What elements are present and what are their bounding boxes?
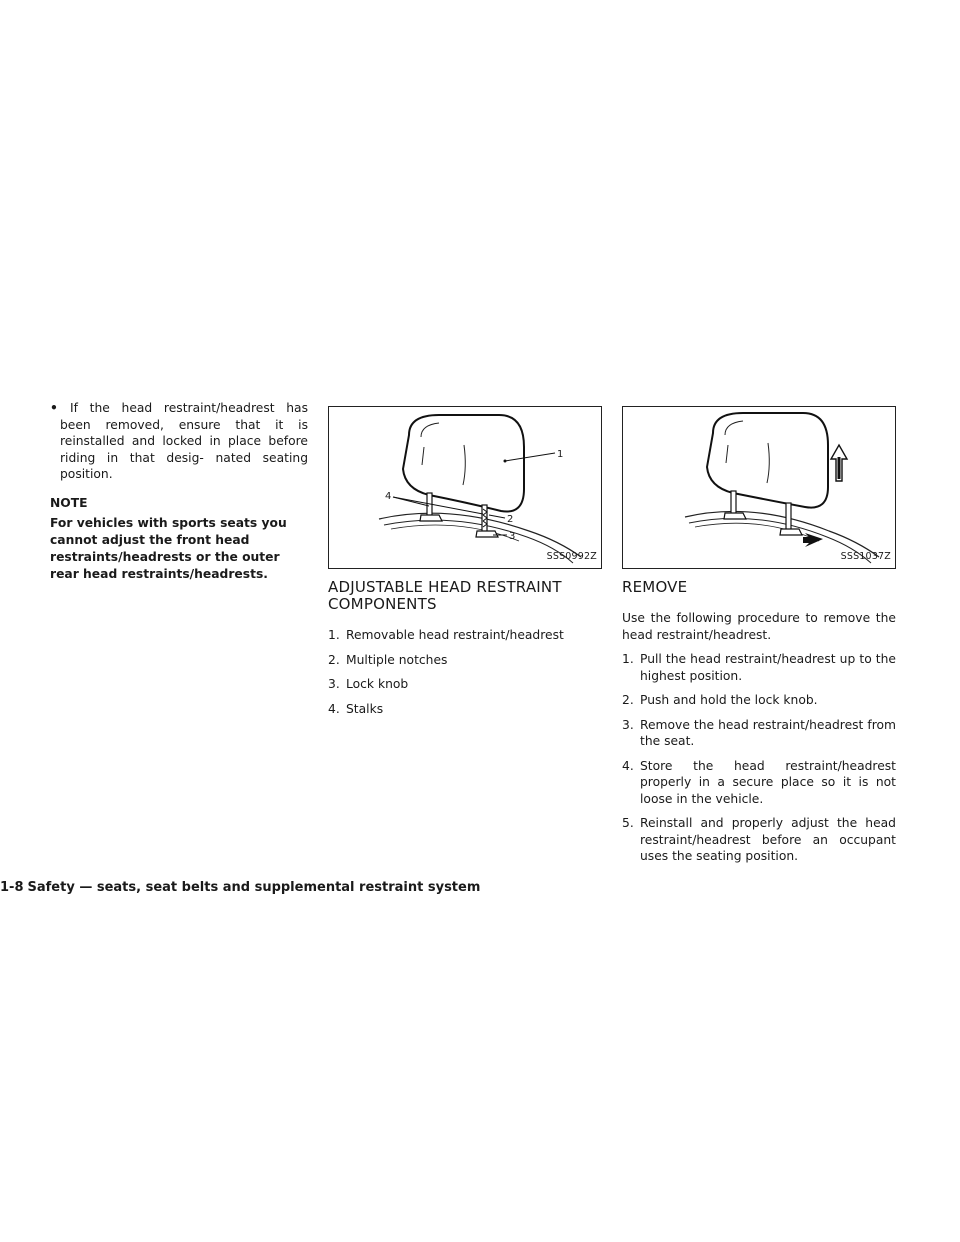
- list-item: 1. Pull the head restraint/headrest up to the highest position.: [622, 652, 896, 683]
- components-list: [328, 627, 602, 717]
- remove-intro: Use the following procedure to remove the head restraint/headrest.: [622, 611, 896, 642]
- callout-2: 2: [507, 514, 514, 525]
- callout-1: 1: [557, 449, 564, 460]
- column-middle: [328, 406, 602, 725]
- callout-4: 4: [385, 491, 392, 502]
- list-item: 4. Store the head restraint/headrest properly in a secure place so it is not loose in the vehicle.: [622, 758, 896, 806]
- bullet-icon: •: [50, 401, 58, 415]
- section-heading-components: ADJUSTABLE HEAD RESTRAINT COMPONENTS: [328, 578, 562, 613]
- callout-3: 3: [509, 531, 516, 542]
- head-restraint-components-figure: [328, 406, 602, 569]
- list-item: 4. Stalks: [328, 701, 384, 716]
- column-right: [622, 406, 896, 873]
- page-footer: [0, 880, 480, 895]
- list-item: 2. Push and hold the lock knob.: [622, 693, 818, 707]
- bullet-paragraph: [50, 400, 308, 483]
- list-item: 3. Lock knob: [328, 677, 409, 691]
- section-heading-remove: REMOVE: [622, 578, 688, 596]
- head-restraint-removal-figure: [622, 406, 896, 569]
- list-item: 3. Remove the head restraint/headrest from the seat.: [622, 717, 896, 748]
- remove-steps: [622, 651, 896, 865]
- page-number: 1-8: [0, 880, 24, 895]
- list-item: 2. Multiple notches: [328, 652, 448, 667]
- column-left: [50, 400, 308, 583]
- section-title: Safety — seats, seat belts and supplemental restraint system: [27, 880, 481, 895]
- note-heading: NOTE: [50, 495, 88, 510]
- note-body: For vehicles with sports seats you cannot adjust the front head restraints/headrests or the outer rear head restraints/headrests.: [50, 516, 287, 581]
- list-item: 5. Reinstall and properly adjust the head restraint/headrest before an occupant uses the seating position.: [622, 816, 896, 863]
- figure-code: SSS0992Z: [546, 550, 597, 562]
- list-item: 1. Removable head restraint/headrest: [328, 628, 564, 642]
- head-restraint-illustration: [329, 407, 601, 568]
- head-restraint-removal-illustration: [623, 407, 895, 568]
- figure-code: SSS1037Z: [840, 550, 891, 562]
- bullet-text: If the head restraint/headrest has been removed, ensure that it is reinstalled and locked in place before riding in that desig- nated seating position.: [60, 401, 308, 481]
